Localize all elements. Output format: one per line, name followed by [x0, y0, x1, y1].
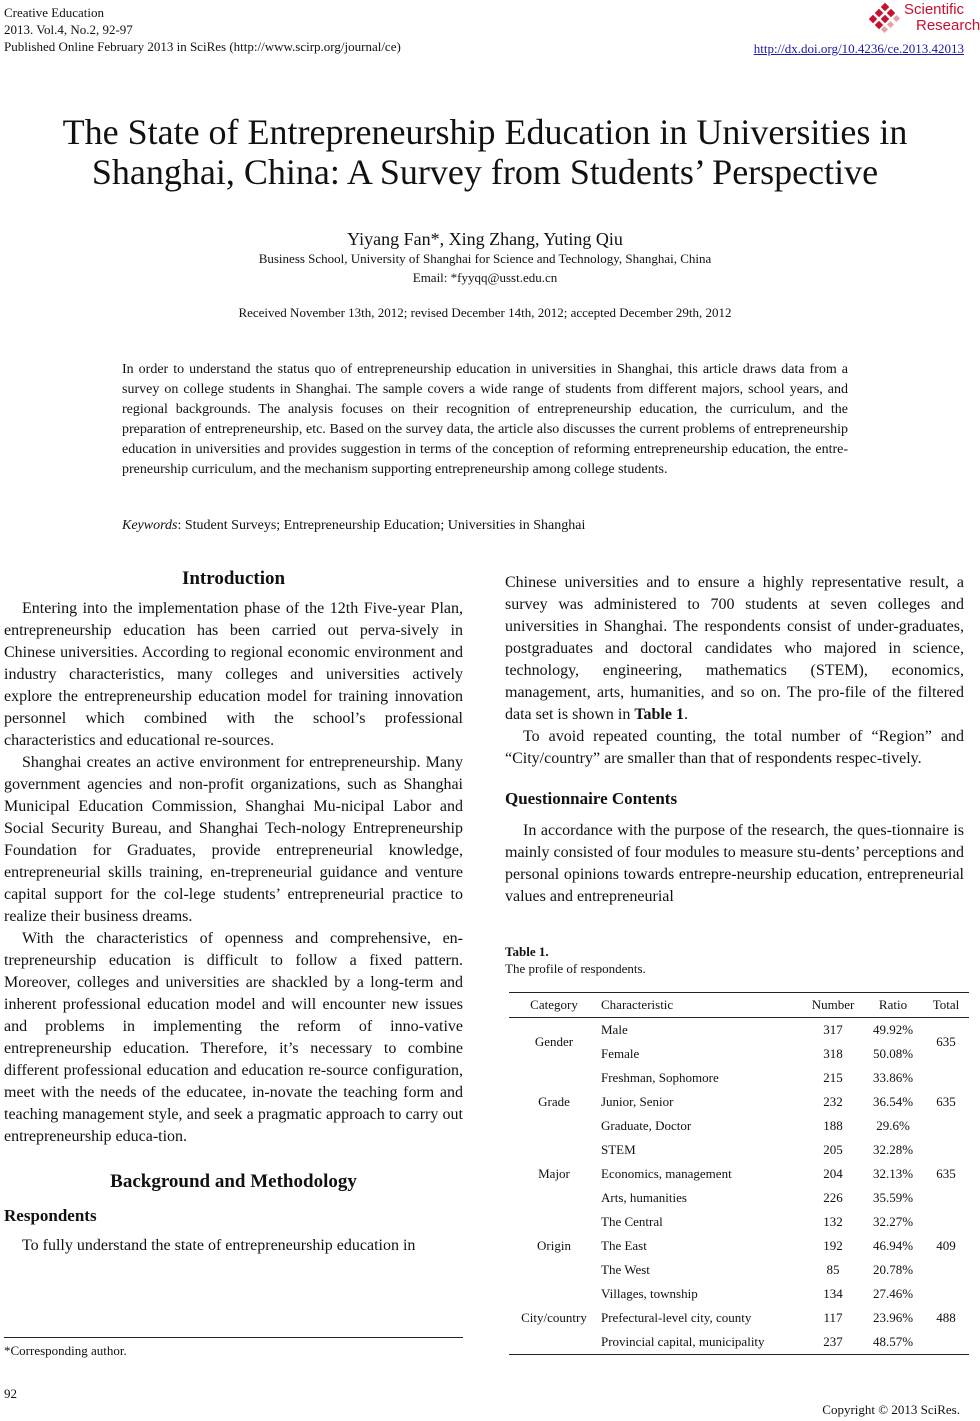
respondents-table [509, 992, 969, 1355]
table-body [509, 1018, 969, 1355]
table-characteristic-cell: Junior, Senior [601, 1094, 674, 1109]
table-category-cell: Grade [538, 1094, 570, 1109]
respondents-paragraph: To fully understand the state of entrepreneurship education in [22, 1237, 416, 1254]
respondents-text-end: . [683, 706, 688, 723]
table-row [509, 1018, 969, 1043]
table-characteristic-cell: Villages, township [601, 1286, 698, 1301]
header-number: Number [811, 997, 855, 1012]
table-number-cell: 192 [823, 1238, 843, 1253]
table-ratio-cell: 50.08% [872, 1046, 914, 1061]
respondents-text: Chinese universities and to ensure a highly representative result, a survey was administered to 700 students at seven colleges and universities in Shanghai. The respondents consist of under-graduates, postgraduates and doctoral candidates who majored in science, technology, engineering, mathematics (STEM), economics, management, arts, humanities, and so on. The pro-file of the filtered data set is shown in [505, 574, 964, 723]
intro-paragraph-2: Shanghai creates an active environment for entrepreneurship. Many government agencies and non-profit organizations, such as Shanghai Municipal Education Commission, Shanghai Mu-nicipal Labor and Social Security Bureau, and Shanghai Tech-nology Entrepreneurship Foundation for Graduates, provide entrepreneurial knowledge, entrepreneurial skills training, en-trepreneurial guidance and venture capital support for the col-lege students’ entrepreneurial practice to realize their business dreams. [4, 754, 463, 925]
table-characteristic-cell: The Central [601, 1214, 663, 1229]
table-total-cell: 409 [936, 1238, 956, 1253]
intro-paragraph-1: Entering into the implementation phase of the 12th Five-year Plan, entrepreneurship education has been carried out perva-sively in Chinese universities. According to regional economic environment and industry characteristics, many colleges and universities actively explore the entrepreneurship education model for training innovation personnel which combined with the school’s professional characteristics and educational re-sources. [4, 600, 463, 749]
table-characteristic-cell: STEM [601, 1142, 636, 1157]
table-characteristic-cell: Freshman, Sophomore [601, 1070, 719, 1085]
doi-link[interactable]: http://dx.doi.org/10.4236/ce.2013.42013 [753, 41, 964, 56]
table-number-cell: 204 [823, 1166, 843, 1181]
table-total-cell: 635 [936, 1034, 956, 1049]
introduction-heading: Introduction [181, 568, 286, 589]
table-row [509, 1282, 969, 1306]
table-number-cell: 132 [823, 1214, 843, 1229]
table-reference: Table 1 [634, 706, 684, 723]
table-number-cell: 117 [823, 1310, 843, 1325]
table-characteristic-cell: The West [601, 1262, 650, 1277]
table-category-cell: Major [538, 1166, 570, 1181]
table-total-cell: 635 [936, 1166, 956, 1181]
table-number-cell: 85 [826, 1262, 840, 1277]
table-ratio-cell: 35.59% [872, 1190, 914, 1205]
table-category-cell: City/country [521, 1310, 587, 1325]
respondents-table-wrapper [509, 992, 969, 1355]
table-header-row [509, 993, 969, 1018]
table-ratio-cell: 29.6% [876, 1118, 910, 1133]
table-total-cell: 635 [936, 1094, 956, 1109]
page-number: 92 [4, 1386, 17, 1401]
keywords-list: : Student Surveys; Entrepreneurship Education; Universities in Shanghai [177, 518, 586, 533]
table-ratio-cell: 48.57% [872, 1334, 914, 1349]
header-characteristic: Characteristic [601, 997, 674, 1012]
table-characteristic-cell: Female [601, 1046, 640, 1061]
table-number-cell: 226 [823, 1190, 843, 1205]
author-email: Email: *fyyqq@usst.edu.cn [412, 270, 558, 285]
footnote-rule [4, 1337, 463, 1338]
table-caption: The profile of respondents. [505, 961, 646, 976]
table-ratio-cell: 27.46% [872, 1286, 914, 1301]
affiliation: Business School, University of Shanghai for Science and Technology, Shanghai, China [258, 251, 712, 266]
header-total: Total [932, 997, 960, 1012]
table-ratio-cell: 36.54% [872, 1094, 914, 1109]
background-heading: Background and Methodology [110, 1171, 357, 1192]
table-ratio-cell: 23.96% [872, 1310, 914, 1325]
table-number-cell: 237 [823, 1334, 843, 1349]
header-ratio: Ratio [878, 997, 908, 1012]
table-row [509, 1210, 969, 1234]
journal-published: Published Online February 2013 in SciRes (http://www.scirp.org/journal/ce) [4, 39, 401, 54]
table-ratio-cell: 49.92% [872, 1022, 914, 1037]
table-characteristic-cell: Male [601, 1022, 628, 1037]
table-total-cell: 488 [936, 1310, 956, 1325]
table-characteristic-cell: The East [601, 1238, 647, 1253]
table-number-cell: 188 [823, 1118, 843, 1133]
table-number-cell: 318 [823, 1046, 843, 1061]
table-ratio-cell: 46.94% [872, 1238, 914, 1253]
table-ratio-cell: 32.28% [872, 1142, 914, 1157]
table-characteristic-cell: Prefectural-level city, county [601, 1310, 752, 1325]
scientific-research-logo [868, 2, 980, 34]
respondents-heading: Respondents [4, 1206, 97, 1225]
questionnaire-paragraph: In accordance with the purpose of the research, the ques-tionnaire is mainly consisted of four modules to measure stu-dents’ perceptions and personal opinions towards entrepre-neurship education, entrepreneurial values and entrepreneurial [505, 822, 964, 905]
repeated-counting-paragraph: To avoid repeated counting, the total number of “Region” and “City/country” are smaller than that of respondents respec-tively. [505, 728, 964, 767]
table-caption-block [505, 943, 646, 977]
logo-line-1: Scientific [904, 1, 965, 18]
journal-name: Creative Education [4, 5, 104, 20]
table-characteristic-cell: Graduate, Doctor [601, 1118, 692, 1133]
table-number-cell: 317 [823, 1022, 843, 1037]
table-category-cell: Gender [534, 1034, 574, 1049]
left-column [4, 568, 463, 1257]
journal-volume: 2013. Vol.4, No.2, 92-97 [4, 22, 133, 37]
journal-header [4, 4, 401, 55]
keywords-label: Keywords [122, 518, 178, 533]
table-characteristic-cell: Arts, humanities [601, 1190, 687, 1205]
logo-diamond-icon [868, 3, 902, 33]
table-ratio-cell: 32.13% [872, 1166, 914, 1181]
copyright: Copyright © 2013 SciRes. [822, 1402, 960, 1417]
table-category-cell: Origin [537, 1238, 571, 1253]
respondents-paragraph-continued [505, 572, 964, 726]
table-ratio-cell: 20.78% [872, 1262, 914, 1277]
title-line-1: The State of Entrepreneurship Education in Universities in [62, 112, 908, 152]
table-ratio-cell: 32.27% [872, 1214, 914, 1229]
table-number-cell: 205 [823, 1142, 843, 1157]
table-label: Table 1. [505, 944, 549, 959]
table-ratio-cell: 33.86% [872, 1070, 914, 1085]
footnote: *Corresponding author. [4, 1343, 127, 1358]
logo-line-2: Research [916, 17, 980, 34]
header-category: Category [530, 997, 578, 1012]
table-characteristic-cell: Economics, management [601, 1166, 732, 1181]
title-line-2: Shanghai, China: A Survey from Students’ Perspective [91, 152, 879, 192]
table-row [509, 1138, 969, 1162]
intro-paragraph-3: With the characteristics of openness and comprehensive, en-trepreneurship education is difficult to follow a fixed pattern. Moreover, colleges and universities are shackled by a long-term and inherent professional education model and will encounter new issues and problems in implementing the reform of inno-vative entrepreneurship education. Therefore, it’s necessary to combine different professional education and education re-source configuration, meet with the needs of the educatee, in-novate the teaching form and teaching management style, and seek a pragmatic approach to carry out entrepreneurship educa-tion. [4, 930, 463, 1145]
table-number-cell: 232 [823, 1094, 843, 1109]
abstract: In order to understand the status quo of entrepreneurship education in universities in Shanghai, this article draws data from a survey on college students in Shanghai. The sample covers a wide range of students from different majors, school years, and regional backgrounds. The analysis focuses on their recognition of entrepreneurship education, the curriculum, and the preparation of entrepreneurship, etc. Based on the survey data, the article also discusses the current problems of entrepreneurship education in universities and provides suggestion in terms of the conception of reforming entrepreneurship education, the entre-preneurship curriculum, and the mechanism supporting entrepreneurship among college students. [122, 362, 848, 477]
keywords [122, 516, 848, 536]
table-number-cell: 134 [823, 1286, 843, 1301]
table-number-cell: 215 [823, 1070, 843, 1085]
authors: Yiyang Fan*, Xing Zhang, Yuting Qiu [347, 229, 623, 249]
table-row [509, 1066, 969, 1090]
received-dates: Received November 13th, 2012; revised December 14th, 2012; accepted December 29th, 2012 [238, 305, 732, 320]
right-column [505, 572, 964, 908]
table-characteristic-cell: Provincial capital, municipality [601, 1334, 765, 1349]
questionnaire-heading: Questionnaire Contents [505, 789, 678, 808]
